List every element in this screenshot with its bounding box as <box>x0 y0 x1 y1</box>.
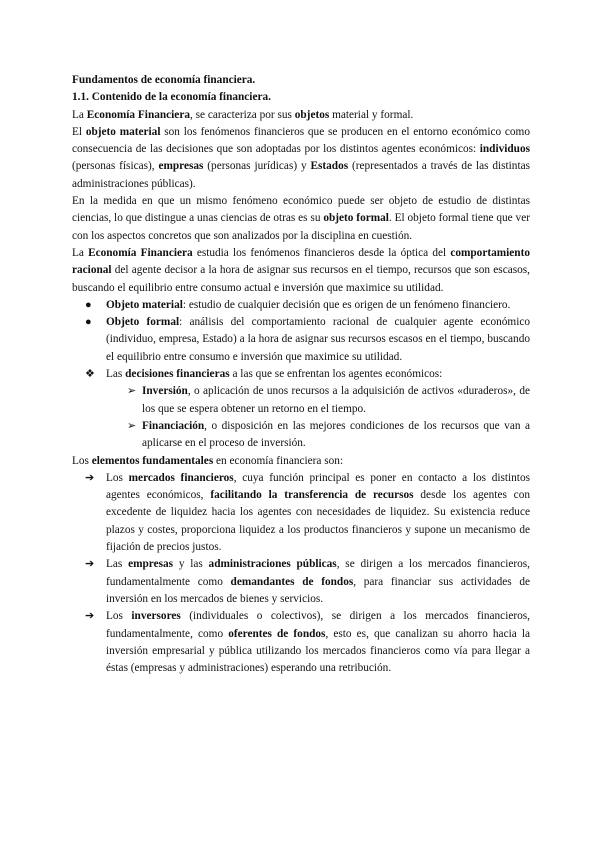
list-item: ➢ Financiación, o disposición en las mejores condiciones de los recursos que van a aplicarse en el proceso de inversión. <box>127 419 530 450</box>
arrowhead-icon: ➢ <box>127 419 137 432</box>
arrowhead-icon: ➢ <box>127 385 137 398</box>
elements-list <box>72 470 530 678</box>
list-item: ● Objeto material: estudio de cualquier decisión que es origen de un fenómeno financiero. <box>72 297 530 314</box>
list-item: ➢ Inversión, o aplicación de unos recursos a la adquisición de activos «duraderos», de los que se espera obtener un retorno en el tiempo. <box>127 385 530 415</box>
arrow-right-icon: ➔ <box>85 610 95 623</box>
list-item: ● Objeto formal: análisis del comportamiento racional de cualquier agente económico (individuo, empresa, Estado) a la hora de asignar sus recursos escasos en el tiempo, buscando el equilibrio entre consumo e inversión que maximice su utilidad. <box>85 316 530 363</box>
paragraph-objeto-material: El objeto material son los fenómenos financieros que se producen en el entorno económico como consecuencia de las decisiones que son adoptadas por los distintos agentes económicos: individuos (personas físicas), empresas (personas jurídicas) y Estados (representados a través de las distintas administraciones públicas). <box>72 125 530 190</box>
bullet-icon: ● <box>85 316 92 329</box>
paragraph-elementos: Los elementos fundamentales en economía financiera son: <box>72 454 344 467</box>
section-heading: Fundamentos de economía financiera. <box>72 74 256 86</box>
arrow-right-icon: ➔ <box>85 471 95 484</box>
diamond-icon: ❖ <box>85 368 95 381</box>
list-item: ❖ Las decisiones financieras a las que se enfrentan los agentes económicos: <box>72 366 530 383</box>
paragraph-objeto-formal: En la medida en que un mismo fenómeno económico puede ser objeto de estudio de distintas ciencias, lo que distingue a unas ciencias de otras es su objeto formal. El objeto formal tiene que ver con los aspectos concretos que son analizados por la disciplina en cuestión. <box>72 195 530 242</box>
paragraph-economia-financiera: La Economía Financiera estudia los fenómenos financieros desde la óptica del comportamiento racional del agente decisor a la hora de asignar sus recursos en el tiempo, recursos que son escasos, buscando el equilibrio entre consumo actual e inversión que maximice su utilidad. <box>72 246 530 294</box>
bullet-icon: ● <box>85 298 92 311</box>
list-item: ➔ Las empresas y las administraciones públicas, se dirigen a los mercados financieros, fundamentalmente como demandantes de fondos, para financiar sus actividades de inversión en los mercados de bienes y servicios. <box>85 558 531 605</box>
list-item: ➔ Los inversores (individuales o colectivos), se dirigen a los mercados financieros, fundamentalmente, como oferentes de fondos, esto es, que canalizan su ahorro hacia la inversión empresarial y pública utilizando los mercados financieros como vía para llegar a éstas (empresas y administraciones) esperando una retribución. <box>85 610 530 675</box>
objects-list <box>72 297 530 366</box>
list-item: ➔ Los mercados financieros, cuya función principal es poner en contacto a los distintos agentes económicos, facilitando la transferencia de recursos desde los agentes con excedente de liquidez hacia los agentes con necesidades de liquidez. Su existencia reduce plazos y costes, proporciona liquidez a los productos financieros y supone un mecanismo de fijación de precios justos. <box>85 471 530 554</box>
paragraph-intro: La Economía Financiera, se caracteriza por sus objetos material y formal. <box>72 108 414 121</box>
arrow-right-icon: ➔ <box>85 558 95 571</box>
decisions-list <box>72 366 530 452</box>
subsection-heading: 1.1. Contenido de la economía financiera. <box>72 91 271 104</box>
document-page <box>72 72 530 677</box>
